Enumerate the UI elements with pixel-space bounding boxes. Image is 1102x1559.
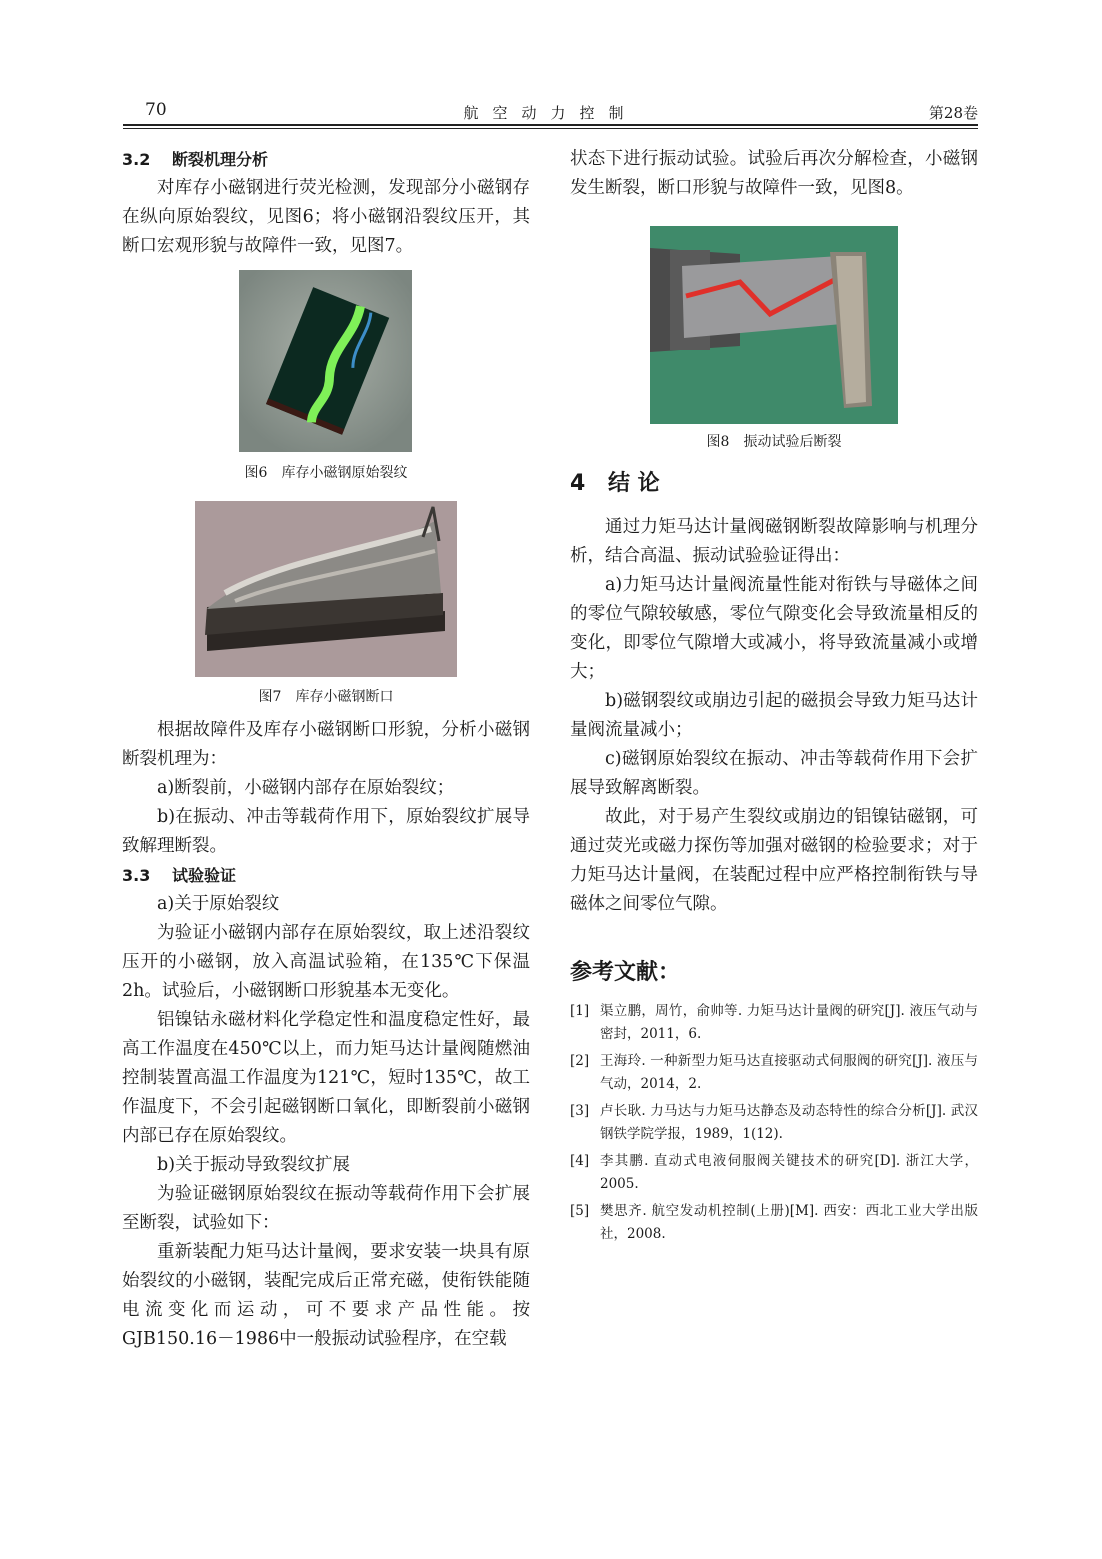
page-number: 70 xyxy=(145,100,167,120)
section-3-3-heading xyxy=(122,861,530,890)
reference-item xyxy=(570,1000,978,1046)
reference-item xyxy=(570,1050,978,1096)
section-title: 试验验证 xyxy=(172,866,237,885)
figure-8-image xyxy=(650,226,898,424)
reference-item xyxy=(570,1200,978,1246)
section-number: 3.3 xyxy=(122,866,151,885)
volume-label: 第28卷 xyxy=(928,104,978,122)
paragraph: 根据故障件及库存小磁钢断口形貌，分析小磁钢断裂机理为： xyxy=(122,720,530,769)
paragraph: 铝镍钴永磁材料化学稳定性和温度稳定性好，最高工作温度在450℃以上，而力矩马达计量阀随燃油控制装置高温工作温度为121℃，短时135℃，故工作温度下，不会引起磁钢断口氧化，即断裂前小磁钢内部已存在原始裂纹。 xyxy=(122,1010,530,1146)
figure-6-image xyxy=(168,268,484,454)
section-4-heading xyxy=(570,469,978,499)
paragraph: 为验证磁钢原始裂纹在振动等载荷作用下会扩展至断裂，试验如下： xyxy=(122,1184,530,1233)
reference-number: [4] xyxy=(570,1153,590,1169)
reference-number: [1] xyxy=(570,1003,590,1019)
reference-list xyxy=(570,1000,978,1246)
figure-8-caption: 图8 振动试验后断裂 xyxy=(706,434,842,450)
reference-text: 王海玲. 一种新型力矩马达直接驱动式伺服阀的研究[J]. 液压与气动，2014，2. xyxy=(600,1053,978,1092)
journal-title: 航空动力控制 xyxy=(463,104,638,122)
paragraph: a)关于原始裂纹 xyxy=(157,894,280,914)
left-column xyxy=(122,145,530,1354)
reference-number: [5] xyxy=(570,1203,590,1219)
paragraph: a)断裂前，小磁钢内部存在原始裂纹； xyxy=(157,778,455,798)
figure-7-caption: 图7 库存小磁钢断口 xyxy=(258,689,394,705)
right-column xyxy=(570,145,978,1250)
paragraph: 状态下进行振动试验。试验后再次分解检查，小磁钢发生断裂，断口形貌与故障件一致，见图8。 xyxy=(570,149,978,198)
paragraph: b)关于振动导致裂纹扩展 xyxy=(157,1155,351,1175)
reference-text: 李其鹏. 直动式电液伺服阀关键技术的研究[D]. 浙江大学，2005. xyxy=(600,1153,978,1192)
running-header xyxy=(123,98,978,126)
paragraph: b)磁钢裂纹或崩边引起的磁损会导致力矩马达计量阀流量减小； xyxy=(570,691,978,740)
paragraph: 故此，对于易产生裂纹或崩边的铝镍钴磁钢，可通过荧光或磁力探伤等加强对磁钢的检验要求；对于力矩马达计量阀，在装配过程中应严格控制衔铁与导磁体之间零位气隙。 xyxy=(570,807,978,914)
section-title: 结 论 xyxy=(608,471,660,496)
reference-item xyxy=(570,1150,978,1196)
figure-6-caption: 图6 库存小磁钢原始裂纹 xyxy=(244,465,408,481)
reference-number: [2] xyxy=(570,1053,590,1069)
paragraph: b)在振动、冲击等载荷作用下，原始裂纹扩展导致解理断裂。 xyxy=(122,807,530,856)
reference-text: 卢长耿. 力马达与力矩马达静态及动态特性的综合分析[J]. 武汉钢铁学院学报，1989，1(12). xyxy=(600,1103,978,1142)
reference-item xyxy=(570,1100,978,1146)
paragraph: a)力矩马达计量阀流量性能对衔铁与导磁体之间的零位气隙较敏感，零位气隙变化会导致流量相反的变化，即零位气隙增大或减小，将导致流量减小或增大； xyxy=(570,575,978,682)
reference-text: 樊思齐. 航空发动机控制(上册)[M]. 西安：西北工业大学出版社，2008. xyxy=(600,1203,978,1242)
header-rule-thick xyxy=(123,124,978,126)
reference-text: 渠立鹏，周竹，俞帅等. 力矩马达计量阀的研究[J]. 液压气动与密封，2011，6. xyxy=(600,1003,978,1042)
references-heading: 参考文献： xyxy=(570,960,681,985)
reference-number: [3] xyxy=(570,1103,590,1119)
section-number: 4 xyxy=(570,471,586,496)
paragraph: 对库存小磁钢进行荧光检测，发现部分小磁钢存在纵向原始裂纹，见图6；将小磁钢沿裂纹压开，其断口宏观形貌与故障件一致，见图7。 xyxy=(122,178,530,256)
paragraph: 重新装配力矩马达计量阀，要求安装一块具有原始裂纹的小磁钢，装配完成后正常充磁，使衔铁能随电流变化而运动，可不要求产品性能。按GJB150.16－1986中一般振动试验程序，在空载 xyxy=(122,1242,530,1349)
section-number: 3.2 xyxy=(122,150,151,169)
paragraph: 通过力矩马达计量阀磁钢断裂故障影响与机理分析，结合高温、振动试验验证得出： xyxy=(570,517,978,566)
section-title: 断裂机理分析 xyxy=(172,150,269,169)
section-3-2-heading xyxy=(122,145,530,174)
paragraph: 为验证小磁钢内部存在原始裂纹，取上述沿裂纹压开的小磁钢，放入高温试验箱，在135℃下保温2h。试验后，小磁钢断口形貌基本无变化。 xyxy=(122,923,530,1001)
figure-7-image xyxy=(195,501,457,677)
header-rule-thin xyxy=(123,128,978,129)
paragraph: c)磁钢原始裂纹在振动、冲击等载荷作用下会扩展导致解离断裂。 xyxy=(570,749,978,798)
